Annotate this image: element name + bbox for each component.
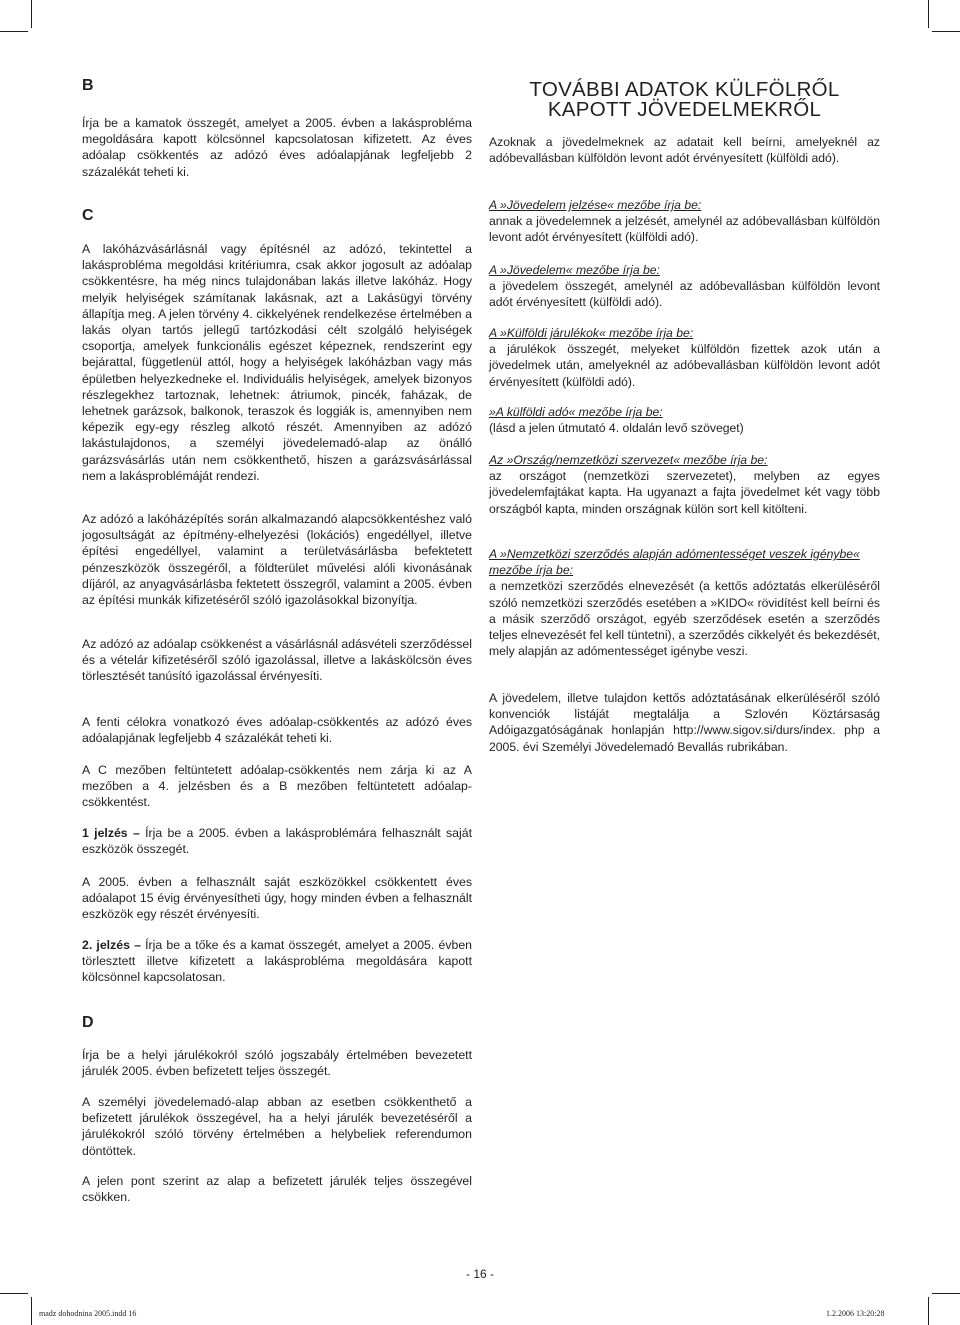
section-d-paragraph: Írja be a helyi járulékokról szóló jogszabály értelmében bevezetett járulék 2005. évben befizetett teljes összegét. — [82, 1048, 472, 1079]
field-instruction — [489, 452, 880, 517]
section-c-paragraph: Az adózó a lakóházépítés során alkalmazandó alapcsökkentéshez való jogosultságát az építmény-elhelyezési (lokációs) engedéllyel, illetve építési engedéllyel, valamint a területvásárlásba befektetett pénzeszközök összegéről, a földterület művelési alóli kivonásának díjáról, az anyagvásárlásba fektetett összegről, valamint a 2005. évben az építési munkák kifizetéséről szóló igazolásokkal bizonyítja. — [82, 512, 472, 608]
section-d-paragraph: A személyi jövedelemadó-alap abban az esetben csökkenthető a befizetett járulékok összegével, ha a helyi járulék bevezetéséről a járulékokról szóló törvény értelmében a helybeliek referendumon döntöttek. — [82, 1095, 472, 1158]
print-slug-filename: madz dohodnina 2005.indd 16 — [39, 1309, 137, 1318]
intro-paragraph: Azoknak a jövedelmeknek az adatait kell beírni, amelyeknél az adóbevallásban külföldön levont adót érvényesített (külföldi adó). — [489, 135, 880, 166]
field-text: a jövedelem összegét, amelynél az adóbevallásban külföldön levont adót érvényesített (külföldi adó). — [489, 279, 880, 310]
field-label: A »Jövedelem« mezőbe írja be: — [489, 263, 660, 277]
crop-mark-top-left — [0, 31, 28, 32]
field-instruction — [489, 546, 880, 659]
section-c-heading: C — [82, 207, 95, 224]
crop-mark-bottom-right — [932, 1293, 960, 1294]
jelzes-1-label: 1 jelzés – — [82, 826, 140, 840]
section-b-heading: B — [82, 77, 95, 94]
field-instruction — [489, 404, 744, 436]
field-label: A »Nemzetközi szerződés alapján adómentességet veszek igénybe« mezőbe írja be: — [489, 547, 860, 578]
crop-mark-top-right — [928, 0, 929, 28]
field-label: A »Külföldi járulékok« mezőbe írja be: — [489, 326, 694, 340]
crop-mark-top-right — [932, 31, 960, 32]
field-label: A »Jövedelem jelzése« mezőbe írja be: — [489, 198, 702, 212]
page-number: - 16 - — [465, 1267, 494, 1281]
crop-mark-bottom-left — [0, 1293, 28, 1294]
field-label: »A külföldi adó« mezőbe írja be: — [489, 405, 663, 419]
jelzes-1-text: Írja be a 2005. évben a lakásproblémára felhasznált saját eszközök összegét. — [82, 826, 472, 857]
field-text: az országot (nemzetközi szervezetet), melyben az egyes jövedelemfajtákat kapta. Ha ugyanazt a fajta jövedelmet két vagy több országból kapta, minden országnak külön sort kell kitölteni. — [489, 469, 880, 516]
section-title-line: TOVÁBBI ADATOK KÜLFÖLRŐL — [529, 78, 840, 101]
field-instruction — [489, 197, 880, 246]
jelzes-2-label: 2. jelzés – — [82, 938, 141, 952]
field-instruction — [489, 325, 880, 390]
jelzes-2-text: Írja be a tőke és a kamat összegét, amelyet a 2005. évben törlesztett illetve kifizetett a lakásprobléma megoldására kapott kölcsönnel kapcsolatosan. — [82, 938, 472, 985]
section-c-paragraph: A fenti célokra vonatkozó éves adóalap-csökkentés az adózó éves adóalapjának legfeljebb 4 százalékát teheti ki. — [82, 715, 472, 746]
section-title-line: KAPOTT JÖVEDELMEKRŐL — [547, 98, 822, 121]
section-d-heading: D — [82, 1014, 95, 1031]
field-label: Az »Ország/nemzetközi szervezet« mezőbe írja be: — [489, 453, 768, 467]
closing-paragraph: A jövedelem, illetve tulajdon kettős adóztatásának elkerüléséről szóló konvenciók listáját megtalálja a Szlovén Köztársaság Adóigazgatóságának honlapján http://www.sigov.si/durs/index. php a 2005. évi Személyi Jövedelemadó Bevallás rubrikában. — [489, 691, 880, 754]
crop-mark-bottom-right — [928, 1297, 929, 1325]
section-b-text: Írja be a kamatok összegét, amelyet a 2005. évben a lakásprobléma megoldására kapott kölcsönnel kapcsolatosan kifizetett. Az éves adóalap csökkentés az adózó éves adóalapjának legfeljebb 2 százalékát teheti ki. — [82, 116, 472, 179]
print-slug-date: 1.2.2006 13:20:28 — [826, 1309, 885, 1318]
section-c-paragraph — [82, 937, 472, 986]
section-c-paragraph — [82, 825, 472, 857]
field-instruction — [489, 262, 880, 311]
section-d-paragraph: A jelen pont szerint az alap a befizetett járulék teljes összegével csökken. — [82, 1174, 472, 1205]
section-c-paragraph: A lakóházvásárlásnál vagy építésnél az adózó, tekintettel a lakásprobléma megoldási kritériumra, csak akkor jogosult az adóalap csökkentésre, ha még nincs tulajdonában lakás illetve lakóház. Hogy melyik helyiségek számítanak lakásnak, azt a Lakásügyi törvény állapítja meg. A jelen törvény 4. cikkelyének rendelkezése értelmében a lakás olyan tartós jellegű tartózkodási célt szolgáló helyiségek csoportja, amelyek funkcionális egészet képeznek, rendszerint egy bejárattal, függetlenül attól, hogy a helyiségek lakóházban vagy más épületben helyezkedneke el. Individuális helyiségek, amelyek bizonyos részlegekhez tartoznak, lehetnek: átriumok, pincék, faházak, de lehetnek garázsok, balkonok, teraszok és loggiák is, amennyiben nem képezik egy-egy részleg alkotó részét. Amennyiben az adózó lakástulajdonos, a személyi jövedelemadó-alap az önálló garázsvásárlás után nem csökkenthető, hiszen a garázsvásárlással nem a lakásproblémáját rendezi. — [82, 242, 472, 483]
field-text: a nemzetközi szerződés elnevezését (a kettős adóztatás elkerüléséről szóló nemzetközi szerződés esetében a »KIDO« rövidítést kell beírni és a másik szerződő országot, egyéb szerződések esetén a szerződés teljes elnevezését fel kell tüntetni), a szerződés cikkelyét és bekezdését, mely alapján az adómentességet igénybe veszi. — [489, 579, 880, 659]
field-text: a járulékok összegét, melyeket külföldön fizettek azok után a jövedelmek után, amelyeknél az adóbevallásban külföldön levont adót érvényesített (külföldi adó). — [489, 342, 880, 389]
field-text: (lásd a jelen útmutató 4. oldalán levő szöveget) — [489, 421, 744, 436]
section-c-paragraph: Az adózó az adóalap csökkenést a vásárlásnál adásvételi szerződéssel és a vételár kifizetéséről szóló igazolással, illetve a lakáskölcsön éves törlesztését tanúsító igazolással érvényesíti. — [82, 637, 472, 684]
section-c-paragraph: A 2005. évben a felhasznált saját eszközökkel csökkentett éves adóalapot 15 évig érvényesítheti úgy, hogy minden évben a felhasznált eszközök egy részét érvényesíti. — [82, 875, 472, 922]
crop-mark-top-left — [31, 0, 32, 28]
section-c-paragraph: A C mezőben feltüntetett adóalap-csökkentés nem zárja ki az A mezőben a 4. jelzésben és a B mezőben feltüntetett adóalapcsökkentést. — [82, 763, 472, 810]
field-text: annak a jövedelemnek a jelzését, amelynél az adóbevallásban külföldön levont adót érvényesített (külföldi adó). — [489, 214, 880, 245]
section-title — [489, 80, 880, 120]
crop-mark-bottom-left — [31, 1297, 32, 1325]
